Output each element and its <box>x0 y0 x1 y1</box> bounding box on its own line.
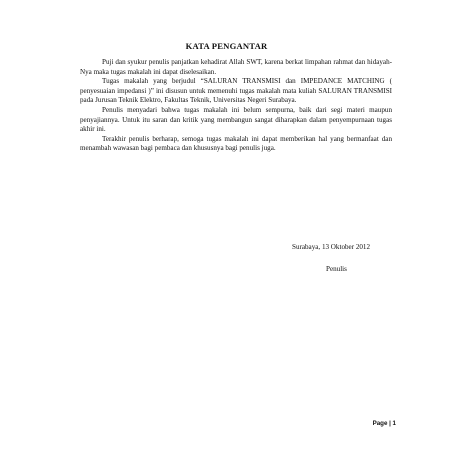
page-title: KATA PENGANTAR <box>185 41 268 51</box>
author-signature: Penulis <box>326 265 347 273</box>
place-date: Surabaya, 13 Oktober 2012 <box>292 243 371 251</box>
paragraph-closing: Terakhir penulis berharap, semoga tugas makalah ini dapat memberikan hal yang bermanfaat dan menambah wawasan bagi pembaca dan khususnya bagi penulis juga. <box>80 134 392 153</box>
paragraph-acknowledgement: Penulis menyadari bahwa tugas makalah ini belum sempurna, baik dari segi materi maupun penyajiannya. Untuk itu saran dan kritik yang membangun sangat diharapkan dalam penyempurnaan tugas akhir ini. <box>80 105 392 134</box>
paragraph-purpose: Tugas makalah yang berjudul “SALURAN TRANSMISI dan IMPEDANCE MATCHING ( penyesuaian impedansi )” ini disusun untuk memenuhi tugas makalah mata kuliah SALURAN TRANSMISI pada Jurusan Teknik Elektro, Fakultas Teknik, Universitas Negeri Surabaya. <box>80 77 392 105</box>
paragraph-opening: Puji dan syukur penulis panjatkan kehadirat Allah SWT, karena berkat limpahan rahmat dan hidayah-Nya maka tugas makalah ini dapat diselesaikan. <box>80 58 392 76</box>
page-number: Page | 1 <box>372 420 396 427</box>
body-text <box>80 58 392 154</box>
